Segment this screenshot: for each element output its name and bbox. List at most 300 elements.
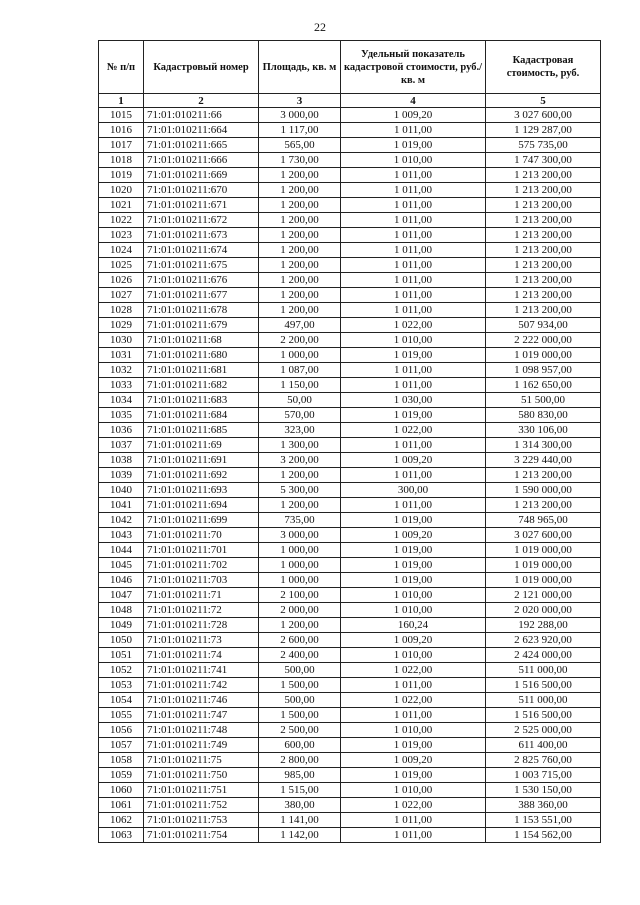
- cadastral-value-cell: 1 213 200,00: [486, 228, 601, 243]
- table-row: [99, 783, 601, 798]
- cadastral-number-cell: 71:01:010211:683: [144, 393, 259, 408]
- specific-value-cell: 1 022,00: [341, 663, 486, 678]
- table-row: [99, 693, 601, 708]
- specific-value-cell: 1 011,00: [341, 378, 486, 393]
- table-row: [99, 588, 601, 603]
- row-index-cell: 1036: [99, 423, 144, 438]
- cadastral-value-cell: 3 027 600,00: [486, 108, 601, 123]
- row-index-cell: 1051: [99, 648, 144, 663]
- cadastral-number-cell: 71:01:010211:746: [144, 693, 259, 708]
- row-index-cell: 1025: [99, 258, 144, 273]
- specific-value-cell: 1 011,00: [341, 123, 486, 138]
- specific-value-cell: 1 011,00: [341, 228, 486, 243]
- row-index-cell: 1019: [99, 168, 144, 183]
- row-index-cell: 1060: [99, 783, 144, 798]
- cadastral-number-cell: 71:01:010211:692: [144, 468, 259, 483]
- cadastral-number-cell: 71:01:010211:741: [144, 663, 259, 678]
- cadastral-number-cell: 71:01:010211:751: [144, 783, 259, 798]
- area-cell: 1 142,00: [259, 828, 341, 843]
- header-index: № п/п: [99, 41, 144, 94]
- row-index-cell: 1016: [99, 123, 144, 138]
- cadastral-value-cell: 1 213 200,00: [486, 243, 601, 258]
- specific-value-cell: 1 011,00: [341, 708, 486, 723]
- cadastral-value-cell: 1 019 000,00: [486, 543, 601, 558]
- area-cell: 1 500,00: [259, 708, 341, 723]
- table-row: [99, 498, 601, 513]
- row-index-cell: 1039: [99, 468, 144, 483]
- area-cell: 3 000,00: [259, 108, 341, 123]
- specific-value-cell: 1 011,00: [341, 813, 486, 828]
- area-cell: 500,00: [259, 693, 341, 708]
- cadastral-number-cell: 71:01:010211:703: [144, 573, 259, 588]
- specific-value-cell: 1 011,00: [341, 468, 486, 483]
- cadastral-number-cell: 71:01:010211:73: [144, 633, 259, 648]
- cadastral-value-table: [98, 40, 601, 843]
- area-cell: 497,00: [259, 318, 341, 333]
- cadastral-value-cell: 2 825 760,00: [486, 753, 601, 768]
- cadastral-value-cell: 748 965,00: [486, 513, 601, 528]
- area-cell: 1 200,00: [259, 213, 341, 228]
- table-row: [99, 453, 601, 468]
- cadastral-number-cell: 71:01:010211:672: [144, 213, 259, 228]
- cadastral-number-cell: 71:01:010211:691: [144, 453, 259, 468]
- specific-value-cell: 1 010,00: [341, 333, 486, 348]
- area-cell: 2 600,00: [259, 633, 341, 648]
- cadastral-value-cell: 511 000,00: [486, 663, 601, 678]
- specific-value-cell: 1 019,00: [341, 138, 486, 153]
- cadastral-value-cell: 1 129 287,00: [486, 123, 601, 138]
- cadastral-value-cell: 1 530 150,00: [486, 783, 601, 798]
- table-row: [99, 543, 601, 558]
- area-cell: 2 800,00: [259, 753, 341, 768]
- specific-value-cell: 1 011,00: [341, 303, 486, 318]
- area-cell: 1 000,00: [259, 348, 341, 363]
- cadastral-value-cell: 1 516 500,00: [486, 708, 601, 723]
- header-area: Площадь, кв. м: [259, 41, 341, 94]
- row-index-cell: 1046: [99, 573, 144, 588]
- cadastral-number-cell: 71:01:010211:702: [144, 558, 259, 573]
- cadastral-number-cell: 71:01:010211:675: [144, 258, 259, 273]
- row-index-cell: 1045: [99, 558, 144, 573]
- table-row: [99, 513, 601, 528]
- cadastral-value-cell: 1 154 562,00: [486, 828, 601, 843]
- cadastral-value-cell: 575 735,00: [486, 138, 601, 153]
- cadastral-value-cell: 2 222 000,00: [486, 333, 601, 348]
- area-cell: 3 200,00: [259, 453, 341, 468]
- cadastral-value-cell: 1 590 000,00: [486, 483, 601, 498]
- cadastral-value-cell: 1 516 500,00: [486, 678, 601, 693]
- area-cell: 2 000,00: [259, 603, 341, 618]
- table-row: [99, 528, 601, 543]
- area-cell: 1 117,00: [259, 123, 341, 138]
- table-row: [99, 723, 601, 738]
- cadastral-value-cell: 507 934,00: [486, 318, 601, 333]
- area-cell: 1 300,00: [259, 438, 341, 453]
- table-row: [99, 483, 601, 498]
- cadastral-number-cell: 71:01:010211:693: [144, 483, 259, 498]
- specific-value-cell: 1 011,00: [341, 213, 486, 228]
- table-row: [99, 363, 601, 378]
- area-cell: 1 200,00: [259, 498, 341, 513]
- table-row: [99, 198, 601, 213]
- table-body: [99, 108, 601, 843]
- cadastral-value-cell: 1 213 200,00: [486, 183, 601, 198]
- row-index-cell: 1034: [99, 393, 144, 408]
- row-index-cell: 1032: [99, 363, 144, 378]
- column-number: 5: [486, 94, 601, 108]
- specific-value-cell: 1 010,00: [341, 723, 486, 738]
- row-index-cell: 1048: [99, 603, 144, 618]
- area-cell: 565,00: [259, 138, 341, 153]
- table-row: [99, 573, 601, 588]
- header-cadastral-value: Кадастровая стоимость, руб.: [486, 41, 601, 94]
- area-cell: 1 150,00: [259, 378, 341, 393]
- table-row: [99, 558, 601, 573]
- cadastral-number-cell: 71:01:010211:68: [144, 333, 259, 348]
- area-cell: 50,00: [259, 393, 341, 408]
- specific-value-cell: 1 030,00: [341, 393, 486, 408]
- area-cell: 570,00: [259, 408, 341, 423]
- cadastral-value-cell: 580 830,00: [486, 408, 601, 423]
- cadastral-number-cell: 71:01:010211:669: [144, 168, 259, 183]
- row-index-cell: 1024: [99, 243, 144, 258]
- cadastral-number-cell: 71:01:010211:677: [144, 288, 259, 303]
- specific-value-cell: 1 011,00: [341, 183, 486, 198]
- row-index-cell: 1015: [99, 108, 144, 123]
- table-row: [99, 618, 601, 633]
- cadastral-value-cell: 1 213 200,00: [486, 198, 601, 213]
- specific-value-cell: 1 009,20: [341, 453, 486, 468]
- cadastral-value-cell: 1 314 300,00: [486, 438, 601, 453]
- specific-value-cell: 1 010,00: [341, 153, 486, 168]
- cadastral-value-cell: 611 400,00: [486, 738, 601, 753]
- table-row: [99, 738, 601, 753]
- header-row: [99, 41, 601, 94]
- row-index-cell: 1020: [99, 183, 144, 198]
- cadastral-number-cell: 71:01:010211:682: [144, 378, 259, 393]
- cadastral-number-cell: 71:01:010211:681: [144, 363, 259, 378]
- area-cell: 1 141,00: [259, 813, 341, 828]
- cadastral-value-cell: 1 003 715,00: [486, 768, 601, 783]
- row-index-cell: 1058: [99, 753, 144, 768]
- specific-value-cell: 160,24: [341, 618, 486, 633]
- area-cell: 1 200,00: [259, 168, 341, 183]
- cadastral-number-cell: 71:01:010211:679: [144, 318, 259, 333]
- cadastral-number-cell: 71:01:010211:749: [144, 738, 259, 753]
- specific-value-cell: 1 010,00: [341, 588, 486, 603]
- row-index-cell: 1061: [99, 798, 144, 813]
- row-index-cell: 1031: [99, 348, 144, 363]
- specific-value-cell: 1 019,00: [341, 408, 486, 423]
- cadastral-number-cell: 71:01:010211:699: [144, 513, 259, 528]
- row-index-cell: 1052: [99, 663, 144, 678]
- cadastral-value-cell: 511 000,00: [486, 693, 601, 708]
- cadastral-value-cell: 1 098 957,00: [486, 363, 601, 378]
- row-index-cell: 1050: [99, 633, 144, 648]
- cadastral-number-cell: 71:01:010211:664: [144, 123, 259, 138]
- row-index-cell: 1026: [99, 273, 144, 288]
- specific-value-cell: 1 011,00: [341, 273, 486, 288]
- table-row: [99, 303, 601, 318]
- row-index-cell: 1037: [99, 438, 144, 453]
- row-index-cell: 1044: [99, 543, 144, 558]
- cadastral-value-cell: 51 500,00: [486, 393, 601, 408]
- table-row: [99, 243, 601, 258]
- row-index-cell: 1057: [99, 738, 144, 753]
- area-cell: 1 200,00: [259, 183, 341, 198]
- specific-value-cell: 1 010,00: [341, 648, 486, 663]
- area-cell: 600,00: [259, 738, 341, 753]
- area-cell: 1 200,00: [259, 243, 341, 258]
- specific-value-cell: 1 010,00: [341, 783, 486, 798]
- table-row: [99, 153, 601, 168]
- cadastral-number-cell: 71:01:010211:673: [144, 228, 259, 243]
- area-cell: 985,00: [259, 768, 341, 783]
- cadastral-value-cell: 3 229 440,00: [486, 453, 601, 468]
- area-cell: 2 200,00: [259, 333, 341, 348]
- cadastral-value-cell: 2 121 000,00: [486, 588, 601, 603]
- specific-value-cell: 1 019,00: [341, 738, 486, 753]
- row-index-cell: 1028: [99, 303, 144, 318]
- specific-value-cell: 1 011,00: [341, 168, 486, 183]
- row-index-cell: 1030: [99, 333, 144, 348]
- cadastral-number-cell: 71:01:010211:701: [144, 543, 259, 558]
- cadastral-number-cell: 71:01:010211:74: [144, 648, 259, 663]
- specific-value-cell: 1 019,00: [341, 348, 486, 363]
- specific-value-cell: 1 009,20: [341, 633, 486, 648]
- area-cell: 1 500,00: [259, 678, 341, 693]
- cadastral-value-cell: 1 213 200,00: [486, 168, 601, 183]
- cadastral-value-cell: 1 162 650,00: [486, 378, 601, 393]
- cadastral-number-cell: 71:01:010211:742: [144, 678, 259, 693]
- cadastral-number-cell: 71:01:010211:71: [144, 588, 259, 603]
- table-row: [99, 648, 601, 663]
- table-row: [99, 633, 601, 648]
- row-index-cell: 1040: [99, 483, 144, 498]
- area-cell: 1 200,00: [259, 288, 341, 303]
- table-row: [99, 348, 601, 363]
- row-index-cell: 1033: [99, 378, 144, 393]
- cadastral-number-cell: 71:01:010211:748: [144, 723, 259, 738]
- area-cell: 2 400,00: [259, 648, 341, 663]
- column-number: 2: [144, 94, 259, 108]
- row-index-cell: 1049: [99, 618, 144, 633]
- table-row: [99, 408, 601, 423]
- area-cell: 1 200,00: [259, 468, 341, 483]
- column-number: 3: [259, 94, 341, 108]
- table-row: [99, 288, 601, 303]
- area-cell: 1 200,00: [259, 273, 341, 288]
- area-cell: 380,00: [259, 798, 341, 813]
- row-index-cell: 1018: [99, 153, 144, 168]
- area-cell: 1 200,00: [259, 228, 341, 243]
- cadastral-value-cell: 192 288,00: [486, 618, 601, 633]
- area-cell: 1 200,00: [259, 303, 341, 318]
- cadastral-number-cell: 71:01:010211:752: [144, 798, 259, 813]
- cadastral-number-cell: 71:01:010211:72: [144, 603, 259, 618]
- table-row: [99, 258, 601, 273]
- specific-value-cell: 1 019,00: [341, 768, 486, 783]
- table-row: [99, 798, 601, 813]
- specific-value-cell: 1 011,00: [341, 363, 486, 378]
- row-index-cell: 1029: [99, 318, 144, 333]
- cadastral-value-cell: 2 525 000,00: [486, 723, 601, 738]
- row-index-cell: 1038: [99, 453, 144, 468]
- cadastral-number-cell: 71:01:010211:665: [144, 138, 259, 153]
- area-cell: 2 500,00: [259, 723, 341, 738]
- cadastral-value-cell: 1 747 300,00: [486, 153, 601, 168]
- table-row: [99, 678, 601, 693]
- area-cell: 5 300,00: [259, 483, 341, 498]
- cadastral-value-cell: 1 213 200,00: [486, 288, 601, 303]
- specific-value-cell: 1 009,20: [341, 528, 486, 543]
- column-number: 1: [99, 94, 144, 108]
- table-row: [99, 423, 601, 438]
- cadastral-number-cell: 71:01:010211:66: [144, 108, 259, 123]
- specific-value-cell: 1 019,00: [341, 573, 486, 588]
- area-cell: 1 087,00: [259, 363, 341, 378]
- cadastral-number-cell: 71:01:010211:747: [144, 708, 259, 723]
- cadastral-value-cell: 1 213 200,00: [486, 273, 601, 288]
- row-index-cell: 1054: [99, 693, 144, 708]
- row-index-cell: 1035: [99, 408, 144, 423]
- header-cadastral-number: Кадастровый номер: [144, 41, 259, 94]
- cadastral-number-cell: 71:01:010211:694: [144, 498, 259, 513]
- specific-value-cell: 1 019,00: [341, 558, 486, 573]
- cadastral-number-cell: 71:01:010211:754: [144, 828, 259, 843]
- row-index-cell: 1023: [99, 228, 144, 243]
- cadastral-value-cell: 1 213 200,00: [486, 468, 601, 483]
- cadastral-value-cell: 2 020 000,00: [486, 603, 601, 618]
- row-index-cell: 1055: [99, 708, 144, 723]
- cadastral-value-cell: 2 424 000,00: [486, 648, 601, 663]
- cadastral-value-cell: 1 153 551,00: [486, 813, 601, 828]
- row-index-cell: 1047: [99, 588, 144, 603]
- row-index-cell: 1021: [99, 198, 144, 213]
- cadastral-number-cell: 71:01:010211:70: [144, 528, 259, 543]
- specific-value-cell: 1 011,00: [341, 828, 486, 843]
- specific-value-cell: 1 022,00: [341, 798, 486, 813]
- table-row: [99, 753, 601, 768]
- specific-value-cell: 1 009,20: [341, 753, 486, 768]
- cadastral-number-cell: 71:01:010211:676: [144, 273, 259, 288]
- table-row: [99, 108, 601, 123]
- cadastral-value-cell: 1 213 200,00: [486, 303, 601, 318]
- specific-value-cell: 1 011,00: [341, 258, 486, 273]
- table-row: [99, 138, 601, 153]
- area-cell: 1 730,00: [259, 153, 341, 168]
- row-index-cell: 1063: [99, 828, 144, 843]
- cadastral-number-cell: 71:01:010211:685: [144, 423, 259, 438]
- column-number: 4: [341, 94, 486, 108]
- cadastral-value-cell: 3 027 600,00: [486, 528, 601, 543]
- cadastral-number-cell: 71:01:010211:674: [144, 243, 259, 258]
- area-cell: 1 515,00: [259, 783, 341, 798]
- table-row: [99, 333, 601, 348]
- table-row: [99, 183, 601, 198]
- table-row: [99, 603, 601, 618]
- specific-value-cell: 1 011,00: [341, 198, 486, 213]
- specific-value-cell: 1 011,00: [341, 288, 486, 303]
- specific-value-cell: 1 011,00: [341, 678, 486, 693]
- area-cell: 323,00: [259, 423, 341, 438]
- table-row: [99, 468, 601, 483]
- cadastral-number-cell: 71:01:010211:728: [144, 618, 259, 633]
- specific-value-cell: 1 011,00: [341, 498, 486, 513]
- specific-value-cell: 1 010,00: [341, 603, 486, 618]
- table-row: [99, 318, 601, 333]
- table-row: [99, 123, 601, 138]
- specific-value-cell: 1 009,20: [341, 108, 486, 123]
- table-row: [99, 393, 601, 408]
- specific-value-cell: 1 011,00: [341, 438, 486, 453]
- table-row: [99, 273, 601, 288]
- table-row: [99, 828, 601, 843]
- cadastral-value-cell: 1 213 200,00: [486, 498, 601, 513]
- table-row: [99, 378, 601, 393]
- row-index-cell: 1022: [99, 213, 144, 228]
- table-row: [99, 768, 601, 783]
- specific-value-cell: 1 019,00: [341, 513, 486, 528]
- cadastral-number-cell: 71:01:010211:753: [144, 813, 259, 828]
- cadastral-number-cell: 71:01:010211:671: [144, 198, 259, 213]
- table-row: [99, 168, 601, 183]
- area-cell: 1 200,00: [259, 618, 341, 633]
- row-index-cell: 1056: [99, 723, 144, 738]
- row-index-cell: 1043: [99, 528, 144, 543]
- cadastral-value-cell: 1 019 000,00: [486, 573, 601, 588]
- table-row: [99, 813, 601, 828]
- row-index-cell: 1027: [99, 288, 144, 303]
- cadastral-value-cell: 1 213 200,00: [486, 258, 601, 273]
- row-index-cell: 1059: [99, 768, 144, 783]
- specific-value-cell: 1 022,00: [341, 423, 486, 438]
- cadastral-number-cell: 71:01:010211:678: [144, 303, 259, 318]
- area-cell: 1 000,00: [259, 558, 341, 573]
- cadastral-value-cell: 330 106,00: [486, 423, 601, 438]
- cadastral-value-cell: 1 213 200,00: [486, 213, 601, 228]
- page-number: 22: [314, 20, 326, 34]
- cadastral-value-cell: 1 019 000,00: [486, 348, 601, 363]
- table-row: [99, 438, 601, 453]
- cadastral-number-cell: 71:01:010211:75: [144, 753, 259, 768]
- row-index-cell: 1042: [99, 513, 144, 528]
- area-cell: 735,00: [259, 513, 341, 528]
- cadastral-number-cell: 71:01:010211:750: [144, 768, 259, 783]
- specific-value-cell: 300,00: [341, 483, 486, 498]
- area-cell: 1 000,00: [259, 543, 341, 558]
- header-specific-value: Удельный показатель кадастровой стоимости, руб./кв. м: [341, 41, 486, 94]
- table-row: [99, 708, 601, 723]
- row-index-cell: 1041: [99, 498, 144, 513]
- area-cell: 500,00: [259, 663, 341, 678]
- specific-value-cell: 1 022,00: [341, 318, 486, 333]
- specific-value-cell: 1 019,00: [341, 543, 486, 558]
- cadastral-value-cell: 1 019 000,00: [486, 558, 601, 573]
- area-cell: 1 200,00: [259, 258, 341, 273]
- area-cell: 3 000,00: [259, 528, 341, 543]
- cadastral-number-cell: 71:01:010211:69: [144, 438, 259, 453]
- cadastral-value-cell: 388 360,00: [486, 798, 601, 813]
- area-cell: 2 100,00: [259, 588, 341, 603]
- row-index-cell: 1062: [99, 813, 144, 828]
- column-number-row: [99, 94, 601, 108]
- cadastral-number-cell: 71:01:010211:670: [144, 183, 259, 198]
- cadastral-number-cell: 71:01:010211:684: [144, 408, 259, 423]
- area-cell: 1 200,00: [259, 198, 341, 213]
- specific-value-cell: 1 011,00: [341, 243, 486, 258]
- row-index-cell: 1053: [99, 678, 144, 693]
